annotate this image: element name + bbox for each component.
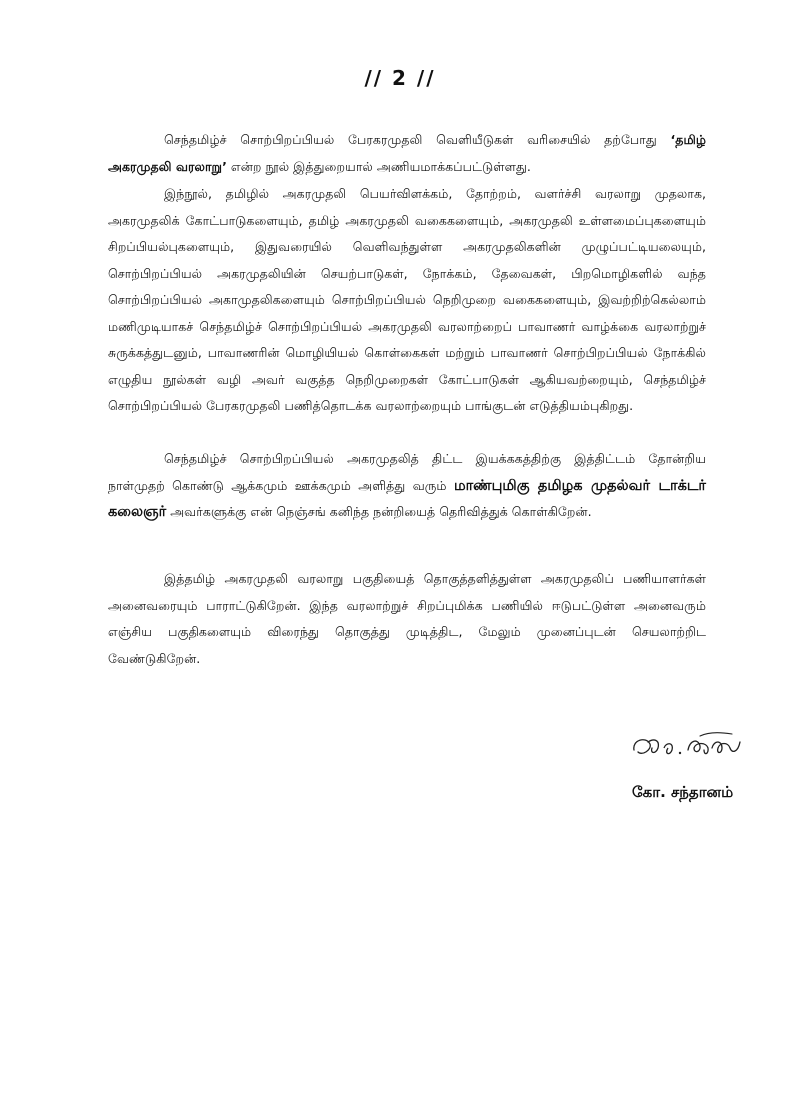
intro-text-after: என்ற நூல் இத்துறையால் அணியமாக்கப்பட்டுள்ளது.	[226, 158, 531, 174]
appreciation-paragraph: இத்தமிழ் அகரமுதலி வரலாறு பகுதியைத் தொகுத்தளித்துள்ள அகரமுதலிப் பணியாளர்கள் அனைவரையும் பாராட்டுகிறேன். இந்த வரலாற்றுச் சிறப்புமிக்க பணியில் ஈடுபட்டுள்ள அனைவரும் எஞ்சிய பகுதிகளையும் விரைந்து தொகுத்து முடித்திட, மேலும் முனைப்புடன் செயலாற்றிட வேண்டுகிறேன்.	[108, 571, 706, 666]
thanks-text-after: அவர்களுக்கு என் நெஞ்சங் கனிந்த நன்றியைத் தெரிவித்துக் கொள்கிறேன்.	[166, 504, 592, 519]
handwritten-signature	[628, 728, 748, 768]
page-number: // 2 //	[364, 66, 436, 90]
book-title: ‘தமிழ் அகரமுதலி வரலாறு’	[108, 132, 706, 174]
thanks-paragraph	[108, 446, 706, 526]
thanks-text-before: செந்தமிழ்ச் சொற்பிறப்பியல் அகரமுதலித் திட்ட இயக்ககத்திற்கு இத்திட்டம் தோன்றிய நாள்முதற் கொண்டு ஆக்கமும் ஊக்கமும் அளித்து வரும்	[108, 451, 706, 493]
content-paragraph: இந்நூல், தமிழில் அகரமுதலி பெயர்விளக்கம், தோற்றம், வளர்ச்சி வரலாறு முதலாக, அகரமுதலிக் கோட்பாடுகளையும், தமிழ் அகரமுதலி வகைகளையும், அகரமுதலி உள்ளமைப்புகளையும் சிறப்பியல்புகளையும், இதுவரையில் வெளிவந்துள்ள அகரமுதலிகளின் முழுப்பட்டியலையும், சொற்பிறப்பியல் அகரமுதலியின் செயற்பாடுகள், நோக்கம், தேவைகள், பிறமொழிகளில் வந்த சொற்பிறப்பியல் அகாமுதலிகளையும் சொற்பிறப்பியல் நெறிமுறை வகைகளையும், இவற்றிற்கெல்லாம் மணிமுடியாகச் செந்தமிழ்ச் சொற்பிறப்பியல் அகரமுதலி வரலாற்றைப் பாவாணர் வாழ்க்கை வரலாற்றுச் சுருக்கத்துடனும், பாவாணரின் மொழியியல் கொள்கைகள் மற்றும் பாவாணர் சொற்பிறப்பியல் நோக்கில் எழுதிய நூல்கள் வழி அவர் வகுத்த நெறிமுறைகள் கோட்பாடுகள் ஆகியவற்றையும், செந்தமிழ்ச் சொற்பிறப்பியல் பேரகரமுதலி பணித்தொடக்க வரலாற்றையும் பாங்குடன் எடுத்தியம்புகிறது.	[108, 186, 706, 413]
chief-minister-title: மாண்புமிகு தமிழக முதல்வர் டாக்டர் கலைஞர்	[108, 477, 706, 520]
intro-text-before: செந்தமிழ்ச் சொற்பிறப்பியல் பேரகரமுதலி வெளியீடுகள் வரிசையில் தற்போது	[164, 132, 671, 147]
signer-name: கோ. சந்தானம்	[632, 783, 734, 801]
intro-paragraph	[108, 127, 706, 180]
